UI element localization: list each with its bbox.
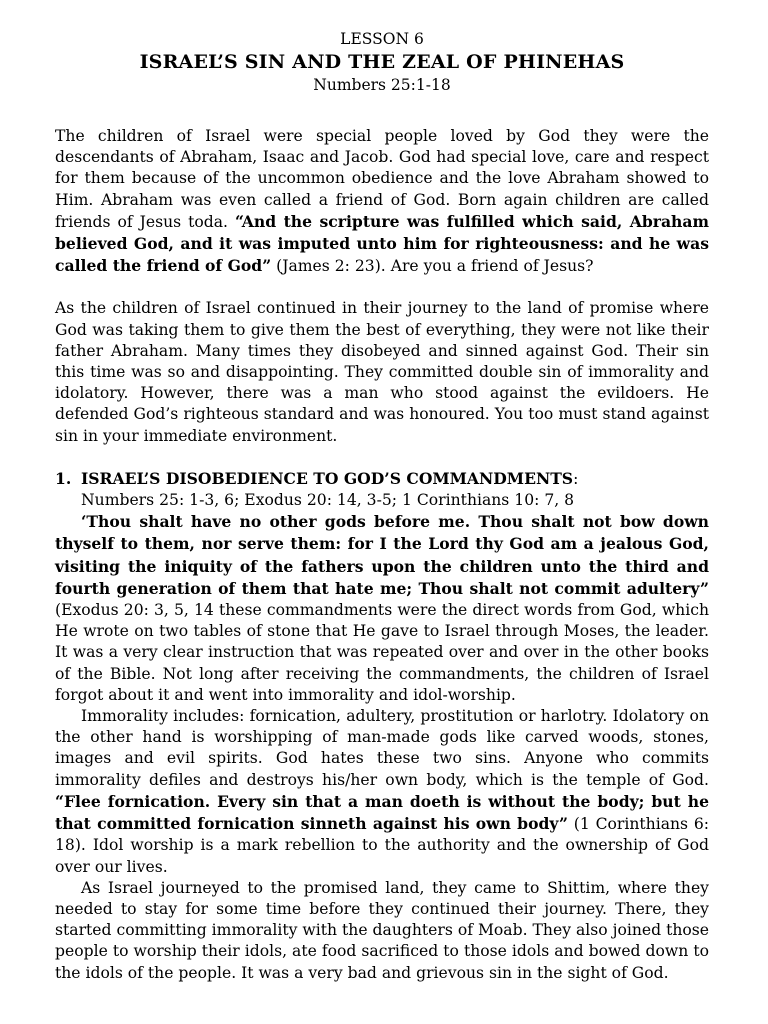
section-1-title: ISRAEL’S DISOBEDIENCE TO GOD’S COMMANDMENTS	[81, 468, 574, 488]
section-1-heading	[55, 468, 709, 490]
section-1-p1-tail: (Exodus 20: 3, 5, 14 these commandments were the direct words from God, which He wrote on two tables of stone that He gave to Israel through Moses, the leader. It was a very clear instruction that was repeated over and over in the other books of the Bible. Not long after receiving the commandments, the children of Israel forgot about it and went into immorality and idol-worship.	[55, 601, 709, 704]
section-1-references: Numbers 25: 1-3, 6; Exodus 20: 14, 3-5; 1 Corinthians 10: 7, 8	[81, 491, 575, 510]
section-1-p2-text: Immorality includes: fornication, adultery, prostitution or harlotry. Idolatory on the other hand is worshipping of man-made gods like carved woods, stones, images and evil spirits. God hates these two sins. Anyone who commits immorality defiles and destroys his/her own body, which is the temple of God.	[55, 707, 709, 789]
intro-p1-text: The children of Israel were special people loved by God they were the descendants of Abraham, Isaac and Jacob. God had special love, care and respect for them because of the uncommon obedience and the love Abraham showed to Him. Abraham was even called a friend of God. Born again children are called friends of Jesus toda.	[55, 127, 709, 231]
lesson-number: LESSON 6	[340, 30, 424, 48]
section-1-paragraph-3: As Israel journeyed to the promised land, they came to Shittim, where they needed to stay for some time before they continued their journey. There, they started committing immorality with the daughters of Moab. They also joined those people to worship their idols, ate food sacrificed to those idols and bowed down to the idols of the people. It was a very bad and grievous sin in the sight of God.	[55, 878, 709, 982]
section-1-paragraph-2	[55, 706, 709, 878]
section-1-paragraph-1	[55, 511, 709, 706]
scripture-reference: Numbers 25:1-18	[313, 76, 451, 94]
section-1-colon: :	[573, 469, 579, 488]
section-1-p1-quote: ‘Thou shalt have no other gods before me. Thou shalt not bow down thyself to them, nor serve them: for I the Lord thy God am a jealous God, visiting the iniquity of the fathers upon the children unto the third and fourth generation of them that hate me; Thou shalt not commit adultery”	[55, 512, 709, 598]
intro-p1-quote: “And the scripture was fulfilled which said, Abraham believed God, and it was imputed unto him for righteousness: and he was called the friend of God”	[55, 211, 709, 276]
lesson-title: ISRAEL’S SIN AND THE ZEAL OF PHINEHAS	[139, 51, 625, 73]
lesson-header	[55, 28, 709, 96]
section-1-number: 1.	[55, 468, 72, 488]
intro-p1-tail: (James 2: 23). Are you a friend of Jesus?	[271, 257, 594, 276]
section-1-p2-quote: “Flee fornication. Every sin that a man doeth is without the body; but he that committed fornication sinneth against his own body”	[55, 791, 709, 834]
intro-paragraph-2: As the children of Israel continued in their journey to the land of promise where God was taking them to give them the best of everything, they were not like their father Abraham. Many times they disobeyed and sinned against God. Their sin this time was so and disappointing. They committed double sin of immorality and idolatory. However, there was a man who stood against the evildoers. He defended God’s righteous standard and was honoured. You too must stand against sin in your immediate environment.	[55, 299, 709, 445]
section-1-p2-tail: (1 Corinthians 6: 18). Idol worship is a mark rebellion to the authority and the ownership of God over our lives.	[55, 815, 709, 876]
intro-paragraph-1	[55, 126, 709, 277]
